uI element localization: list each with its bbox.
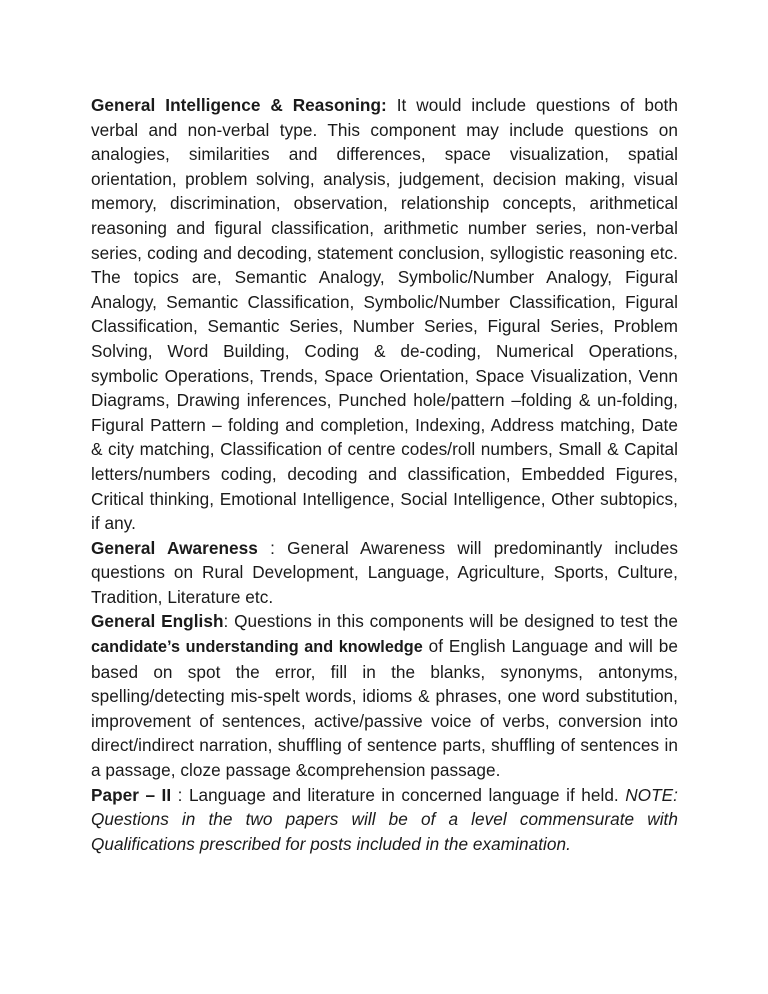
document-page — [91, 93, 678, 856]
section-heading: General Intelligence & Reasoning: — [91, 95, 387, 115]
section-general-intelligence — [91, 93, 678, 536]
section-emphasis: candidate’s understanding and knowledge — [91, 638, 423, 657]
section-body: : Language and literature in concerned language if held. — [171, 784, 626, 805]
section-heading: Paper – II — [91, 784, 172, 805]
section-general-awareness — [91, 536, 678, 610]
section-heading: General Awareness — [91, 537, 258, 558]
section-heading: General English — [91, 611, 224, 632]
section-paper-two — [91, 783, 678, 857]
section-body: : General Awareness will predominantly includes questions on Rural Development, Language, Agriculture, Sports, Culture, Tradition, Literature etc. — [91, 537, 679, 607]
section-note: NOTE: Questions in the two papers will be of a level commensurate with Qualifications prescribed for posts included in the examination. — [91, 784, 678, 854]
section-general-english — [91, 609, 678, 782]
section-body-continued: of English Language and will be based on spot the error, fill in the blanks, synonyms, antonyms, spelling/detecting mis-spelt words, idioms & phrases, one word substitution, improvement of sentences, active/passive voice of verbs, conversion into direct/indirect narration, shuffling of sentence parts, shuffling of sentences in a passage, cloze passage &comprehension passage. — [91, 636, 678, 781]
section-body: : Questions in this components will be designed to test the — [223, 611, 678, 632]
section-body: It would include questions of both verbal and non-verbal type. This component may include questions on analogies, similarities and differences, space visualization, spatial orientation, problem solving, analysis, judgement, decision making, visual memory, discrimination, observation, relationship concepts, arithmetical reasoning and figural classification, arithmetic number series, non-verbal series, coding and decoding, statement conclusion, syllogistic reasoning etc. The topics are, Semantic Analogy, Symbolic/Number Analogy, Figural Analogy, Semantic Classification, Symbolic/Number Classification, Figural Classification, Semantic Series, Number Series, Figural Series, Problem Solving, Word Building, Coding & de-coding, Numerical Operations, symbolic Operations, Trends, Space Orientation, Space Visualization, Venn Diagrams, Drawing inferences, Punched hole/pattern –folding & un-folding, Figural Pattern – folding and completion, Indexing, Address matching, Date & city matching, Classification of centre codes/roll numbers, Small & Capital letters/numbers coding, decoding and classification, Embedded Figures, Critical thinking, Emotional Intelligence, Social Intelligence, Other subtopics, if any. — [91, 95, 678, 534]
